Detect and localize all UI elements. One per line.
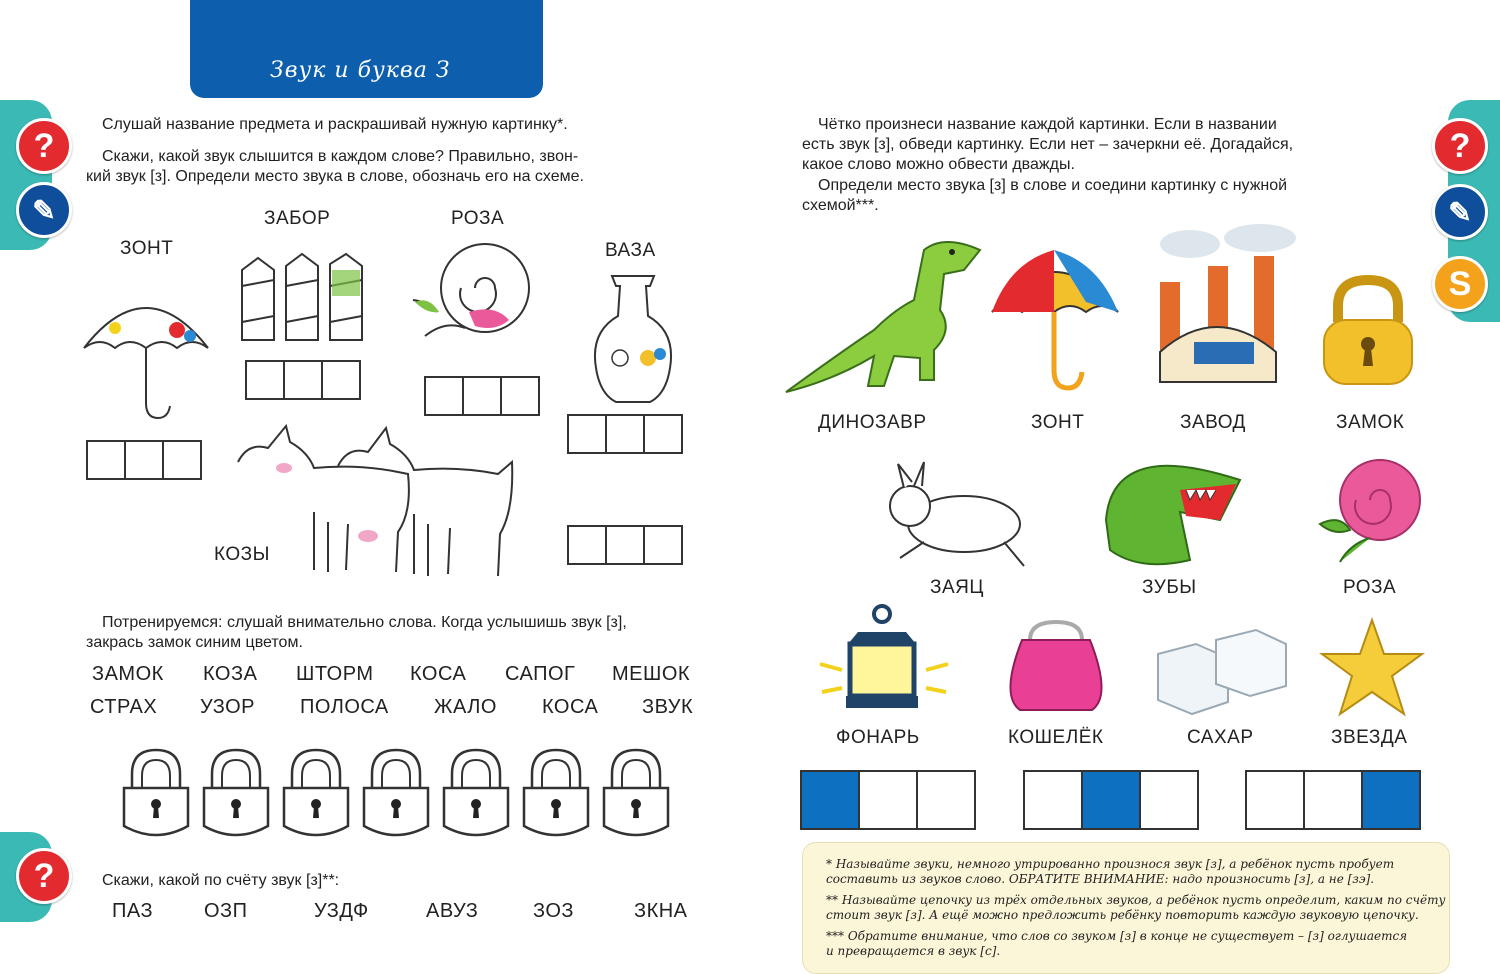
label-koshelek: КОШЕЛЁК [1008, 727, 1104, 748]
word: ЖАЛО [434, 696, 497, 718]
padlock-outline-icon[interactable] [442, 748, 512, 840]
note-line: ** Называйте цепочку из трёх отдельных звуков, а ребёнок пусть определит, каким по счёту [826, 893, 1446, 907]
label-zamok: ЗАМОК [1336, 412, 1405, 433]
hare-picture[interactable] [884, 462, 1032, 574]
note-line: и превращается в звук [с]. [826, 944, 1001, 958]
scheme-kozy[interactable] [567, 525, 683, 565]
label-fonar: ФОНАРЬ [836, 727, 920, 748]
scheme-roza[interactable] [424, 376, 540, 416]
label-roza: РОЗА [451, 208, 505, 229]
label-zavod: ЗАВОД [1180, 412, 1246, 433]
train-text-b: закрась замок синим цветом. [86, 634, 303, 651]
label-zont: ЗОНТ [1031, 412, 1085, 433]
padlock-outline-icon[interactable] [282, 748, 352, 840]
label-dinozavr: ДИНОЗАВР [818, 412, 927, 433]
word: ЗАМОК [92, 663, 164, 685]
note-line: * Называйте звуки, немного утрированно произнося звук [з], а ребёнок пусть пробует [826, 857, 1395, 871]
chain: УЗДФ [314, 900, 369, 922]
note-line: *** Обратите внимание, что слов со звуком [з] в конце не существует – [з] оглушается [826, 929, 1408, 943]
instruction-2a: Скажи, какой звук слышится в каждом слове? Правильно, звон- [102, 148, 579, 165]
word: ПОЛОСА [300, 696, 389, 718]
umbrella-picture[interactable] [990, 242, 1120, 392]
umbrella-drawing [80, 278, 212, 428]
scheme-vaza[interactable] [567, 414, 683, 454]
label-vaza: ВАЗА [605, 240, 656, 261]
word: КОСА [542, 696, 599, 718]
instruction-1: Слушай название предмета и раскрашивай нужную картинку*. [102, 116, 568, 133]
right-instruction-1c: какое слово можно обвести дважды. [802, 156, 1075, 173]
label-zabor: ЗАБОР [264, 208, 331, 229]
scheme-start[interactable] [800, 770, 976, 830]
purse-picture[interactable] [1000, 616, 1112, 716]
chain: ЗОЗ [533, 900, 574, 922]
chain: ЗКНА [634, 900, 688, 922]
word: ЗВУК [642, 696, 694, 718]
pencil-icon[interactable]: ✎ [16, 182, 72, 238]
label-kozy: КОЗЫ [214, 544, 270, 565]
fence-drawing [240, 250, 366, 342]
padlock-outline-icon[interactable] [522, 748, 592, 840]
scheme-zont[interactable] [86, 440, 202, 480]
sugar-picture[interactable] [1152, 622, 1288, 718]
right-instruction-1b: есть звук [з], обведи картинку. Если нет – зачеркни её. Догадайся, [802, 136, 1294, 153]
note-line: стоит звук [з]. А ещё можно предложить ребёнку повторить каждую звуковую цепочку. [826, 908, 1419, 922]
padlock-outline-icon[interactable] [202, 748, 272, 840]
word: КОЗА [203, 663, 258, 685]
padlock-outline-icon[interactable] [602, 748, 672, 840]
dinosaur-picture[interactable] [784, 230, 984, 398]
teeth-picture[interactable] [1100, 460, 1244, 572]
rose-picture[interactable] [1310, 454, 1430, 566]
question-icon[interactable]: ? [16, 848, 72, 904]
label-zvezda: ЗВЕЗДА [1331, 727, 1408, 748]
word: УЗОР [200, 696, 256, 718]
word: КОСА [410, 663, 467, 685]
right-instruction-1a: Чётко произнеси название каждой картинки. Если в названии [818, 116, 1277, 133]
scheme-middle[interactable] [1023, 770, 1199, 830]
header-tab [190, 0, 543, 98]
right-instruction-2b: схемой***. [802, 197, 879, 214]
word: СТРАХ [90, 696, 158, 718]
note-line: составить из звуков слово. ОБРАТИТЕ ВНИМАНИЕ: надо произносить [з], а не [зэ]. [826, 872, 1375, 886]
label-zayats: ЗАЯЦ [930, 577, 984, 598]
goats-drawing [228, 412, 528, 580]
padlock-outline-icon [124, 750, 188, 835]
chain: ПАЗ [112, 900, 154, 922]
count-question: Скажи, какой по счёту звук [з]**: [102, 872, 340, 889]
lantern-picture[interactable] [806, 604, 956, 716]
scheme-end[interactable] [1245, 770, 1421, 830]
question-icon[interactable]: ? [16, 118, 72, 174]
word: САПОГ [505, 663, 576, 685]
label-zont: ЗОНТ [120, 238, 174, 259]
padlock-outline-icon[interactable] [362, 748, 432, 840]
chain: ОЗП [204, 900, 248, 922]
instruction-2b: кий звук [з]. Определи место звука в слове, обозначь его на схеме. [86, 168, 584, 185]
vase-drawing [590, 272, 676, 404]
factory-picture[interactable] [1150, 222, 1300, 390]
word: ШТОРМ [296, 663, 374, 685]
train-text-a: Потренируемся: слушай внимательно слова. Когда услышишь звук [з], [102, 614, 627, 631]
rose-drawing [405, 240, 545, 358]
chain: АВУЗ [426, 900, 479, 922]
lock-picture[interactable] [1320, 276, 1416, 388]
label-roza: РОЗА [1343, 577, 1397, 598]
word: МЕШОК [612, 663, 691, 685]
label-sakhar: САХАР [1187, 727, 1254, 748]
question-icon[interactable]: ? [1432, 118, 1488, 174]
label-zuby: ЗУБЫ [1142, 577, 1197, 598]
link-icon[interactable]: S [1432, 256, 1488, 312]
pencil-icon[interactable]: ✎ [1432, 184, 1488, 240]
right-instruction-2a: Определи место звука [з] в слове и соедини картинку с нужной [818, 177, 1288, 194]
page-title: Звук и буква З [270, 58, 451, 83]
scheme-zabor[interactable] [245, 360, 361, 400]
star-picture[interactable] [1320, 618, 1424, 718]
